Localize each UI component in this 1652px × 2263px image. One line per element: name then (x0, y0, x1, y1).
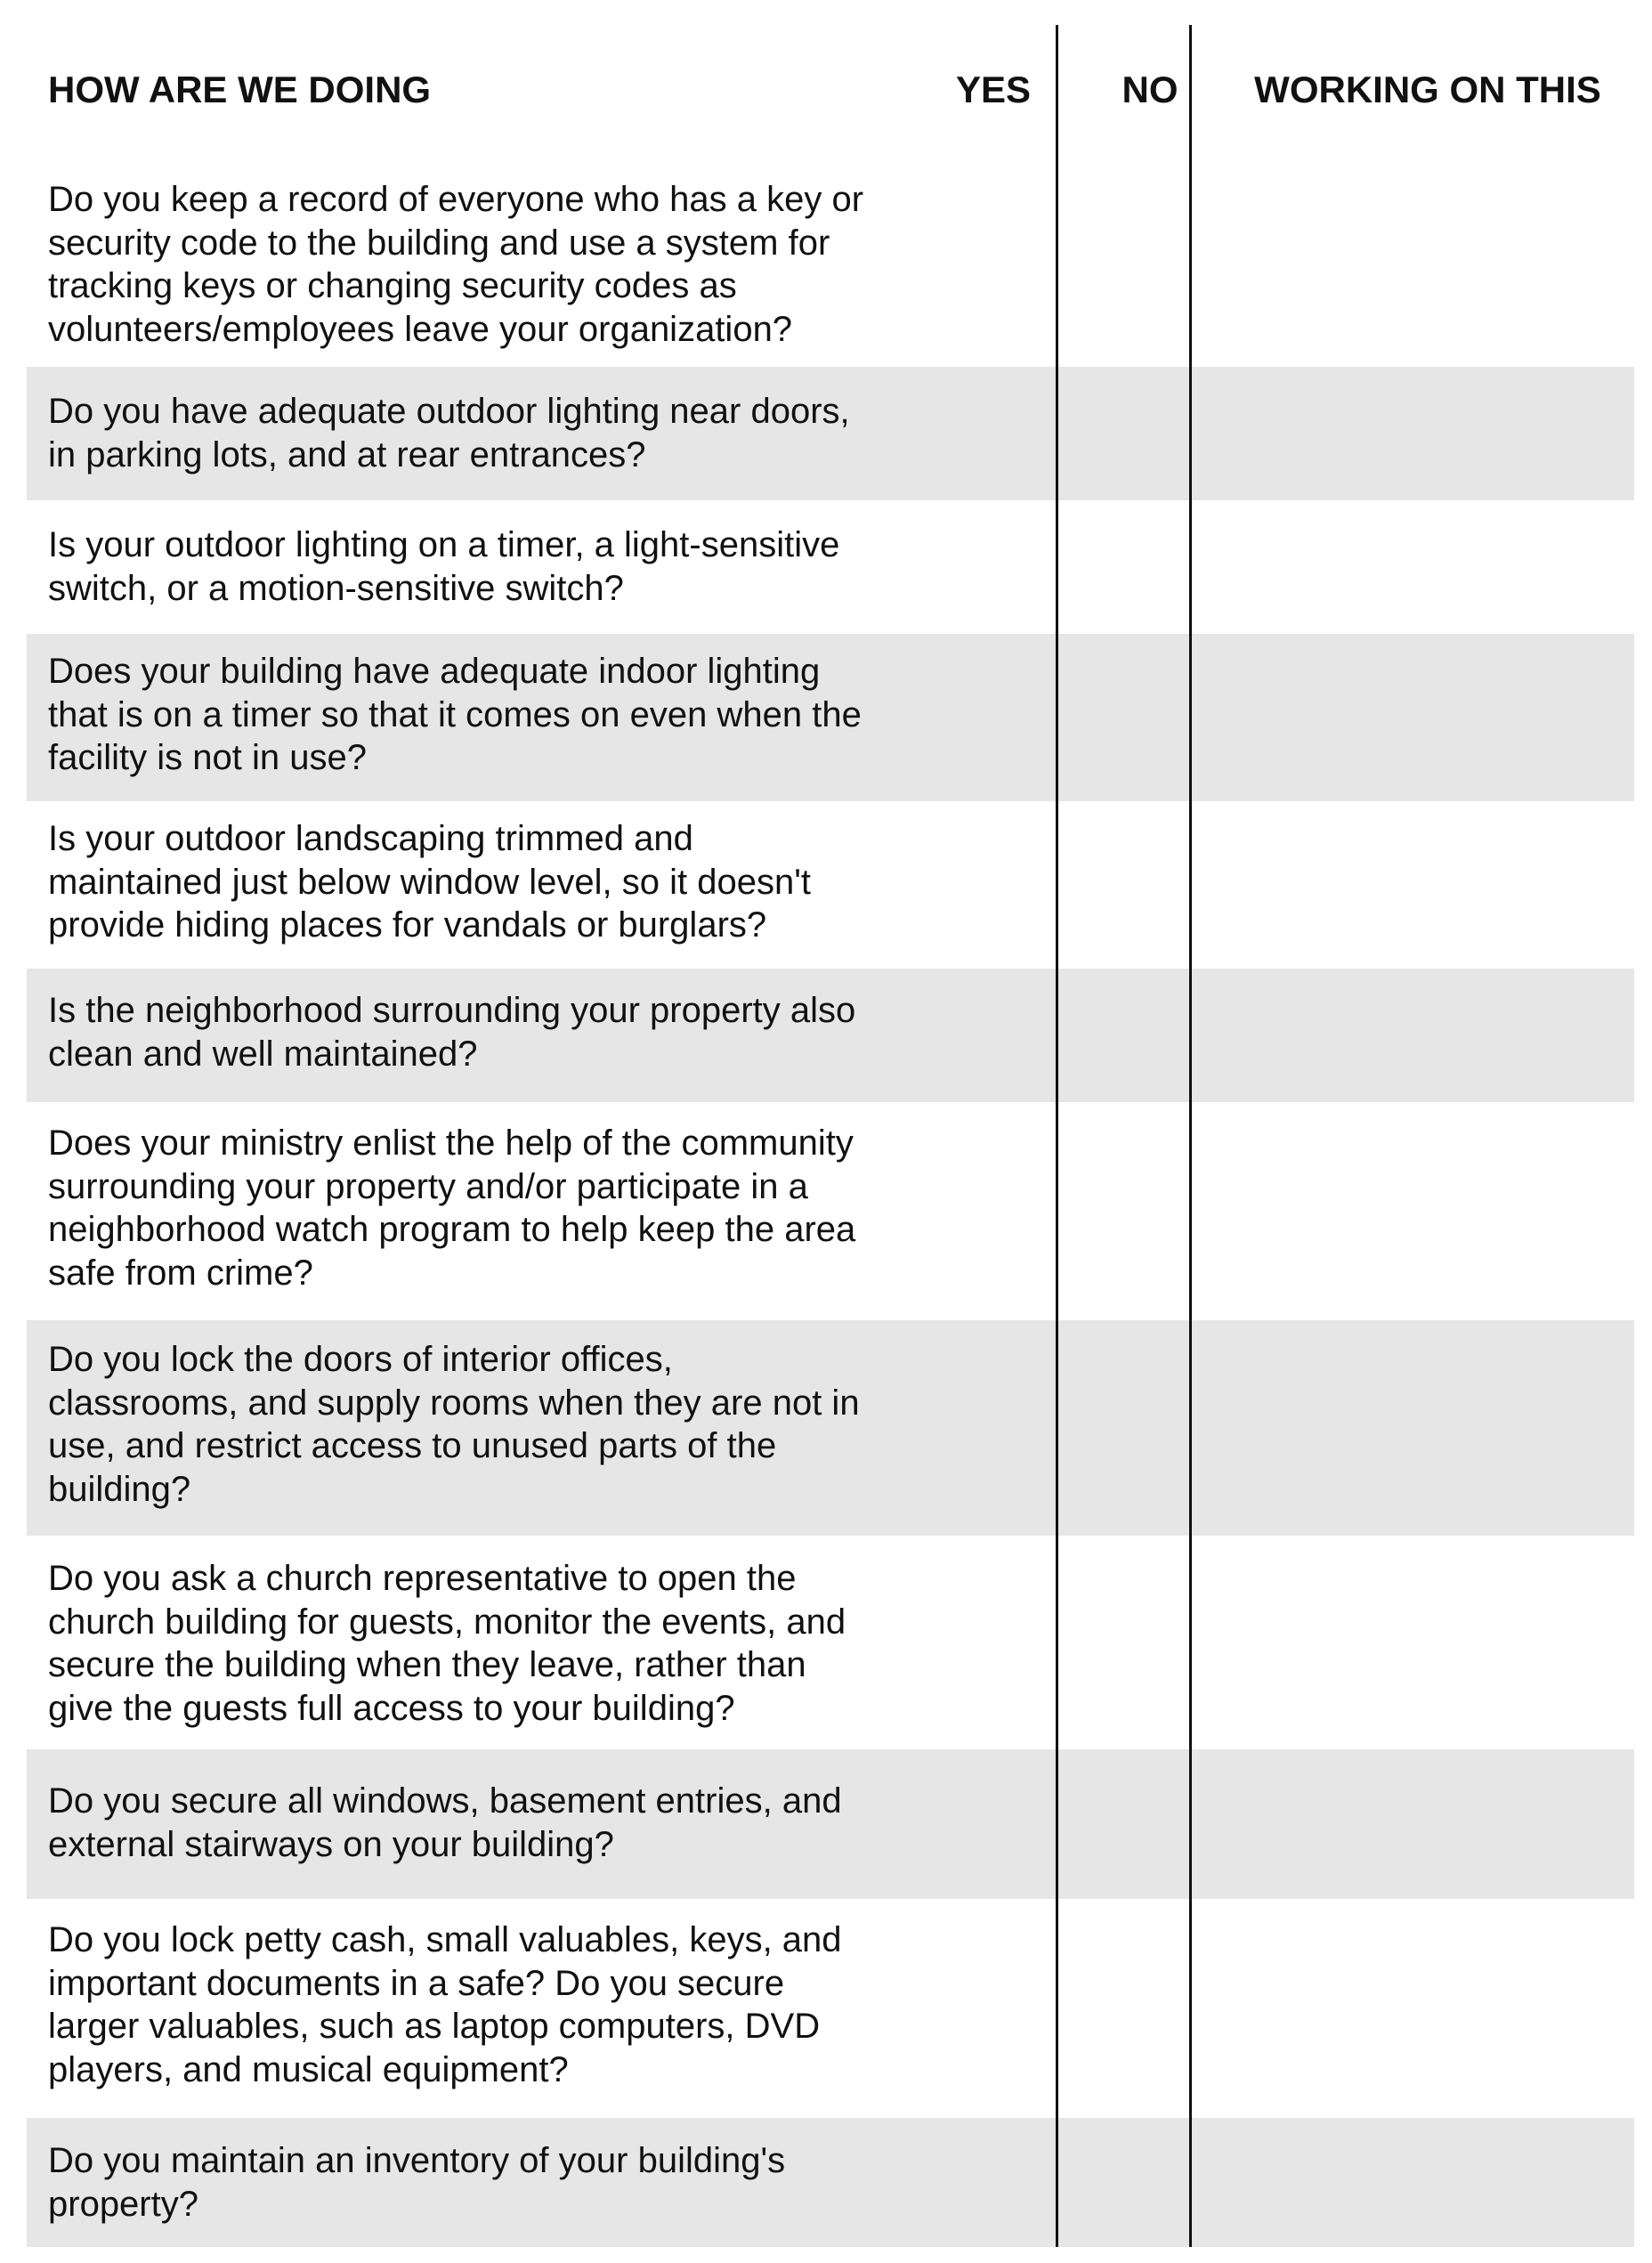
no-cell[interactable] (1086, 1102, 1216, 1320)
no-cell[interactable] (1086, 162, 1216, 367)
question-text: Do you ask a church representative to open the church building for guests, monitor the events, and secure the building when they leave, rather than give the guests full access to your building? (48, 1559, 846, 1728)
working-on-this-cell[interactable] (1218, 1102, 1634, 1320)
yes-cell[interactable] (943, 969, 1084, 1102)
no-cell[interactable] (1086, 1320, 1216, 1536)
question-text: Do you lock petty cash, small valuables, keys, and important documents in a safe? Do you secure larger valuables, such as laptop computers, DVD players, and musical equipment? (48, 1920, 842, 2089)
table-row (27, 801, 1634, 969)
question-text: Is your outdoor lighting on a timer, a light-sensitive switch, or a motion-sensitive switch? (48, 525, 840, 608)
table-row (27, 1536, 1634, 1749)
table-row (27, 1102, 1634, 1320)
table-row (27, 1899, 1634, 2118)
question-text: Is your outdoor landscaping trimmed and maintained just below window level, so it doesn't provide hiding places for vandals or burglars? (48, 819, 811, 945)
working-on-this-cell[interactable] (1218, 969, 1634, 1102)
working-on-this-cell[interactable] (1218, 2118, 1634, 2247)
no-cell[interactable] (1086, 2118, 1216, 2247)
header-no: NO (1122, 69, 1178, 110)
no-cell[interactable] (1086, 500, 1216, 634)
yes-cell[interactable] (943, 801, 1084, 969)
checklist-sheet (27, 0, 1634, 2263)
yes-cell[interactable] (943, 500, 1084, 634)
table-row (27, 969, 1634, 1102)
yes-cell[interactable] (943, 162, 1084, 367)
working-on-this-cell[interactable] (1218, 367, 1634, 500)
no-cell[interactable] (1086, 801, 1216, 969)
header-working-on-this: WORKING ON THIS (1254, 69, 1601, 110)
header-question: HOW ARE WE DOING (48, 69, 432, 110)
no-cell[interactable] (1086, 1749, 1216, 1899)
yes-cell[interactable] (943, 634, 1084, 801)
yes-cell[interactable] (943, 1320, 1084, 1536)
working-on-this-cell[interactable] (1218, 1536, 1634, 1749)
yes-cell[interactable] (943, 1899, 1084, 2118)
working-on-this-cell[interactable] (1218, 1899, 1634, 2118)
working-on-this-cell[interactable] (1218, 162, 1634, 367)
yes-cell[interactable] (943, 367, 1084, 500)
column-divider-yes-no (1056, 25, 1058, 2247)
table-row (27, 1749, 1634, 1899)
table-row (27, 634, 1634, 801)
question-text: Do you maintain an inventory of your building's property? (48, 2141, 786, 2224)
no-cell[interactable] (1086, 1536, 1216, 1749)
working-on-this-cell[interactable] (1218, 1320, 1634, 1536)
header-yes: YES (955, 69, 1032, 110)
question-text: Does your building have adequate indoor lighting that is on a timer so that it comes on even when the facility is not in use? (48, 652, 862, 777)
table-row (27, 162, 1634, 367)
question-text: Is the neighborhood surrounding your property also clean and well maintained? (48, 991, 856, 1074)
no-cell[interactable] (1086, 634, 1216, 801)
table-header (27, 55, 1634, 126)
working-on-this-cell[interactable] (1218, 1749, 1634, 1899)
no-cell[interactable] (1086, 1899, 1216, 2118)
question-text: Do you lock the doors of interior offices, classrooms, and supply rooms when they are not in use, and restrict access to unused parts of the building? (48, 1340, 860, 1509)
question-text: Do you keep a record of everyone who has a key or security code to the building and use a system for tracking keys or changing security codes as volunteers/employees leave your organization? (48, 180, 864, 349)
table-row (27, 1320, 1634, 1536)
yes-cell[interactable] (943, 2118, 1084, 2247)
no-cell[interactable] (1086, 969, 1216, 1102)
yes-cell[interactable] (943, 1102, 1084, 1320)
working-on-this-cell[interactable] (1218, 801, 1634, 969)
no-cell[interactable] (1086, 367, 1216, 500)
column-divider-no-working (1189, 25, 1192, 2247)
working-on-this-cell[interactable] (1218, 634, 1634, 801)
question-text: Does your ministry enlist the help of the community surrounding your property and/or participate in a neighborhood watch program to help keep the area safe from crime? (48, 1123, 856, 1293)
table-row (27, 2118, 1634, 2247)
table-row (27, 500, 1634, 634)
table-row (27, 367, 1634, 500)
yes-cell[interactable] (943, 1536, 1084, 1749)
working-on-this-cell[interactable] (1218, 500, 1634, 634)
question-text: Do you have adequate outdoor lighting near doors, in parking lots, and at rear entrances? (48, 392, 850, 474)
yes-cell[interactable] (943, 1749, 1084, 1899)
question-text: Do you secure all windows, basement entries, and external stairways on your building? (48, 1781, 842, 1864)
